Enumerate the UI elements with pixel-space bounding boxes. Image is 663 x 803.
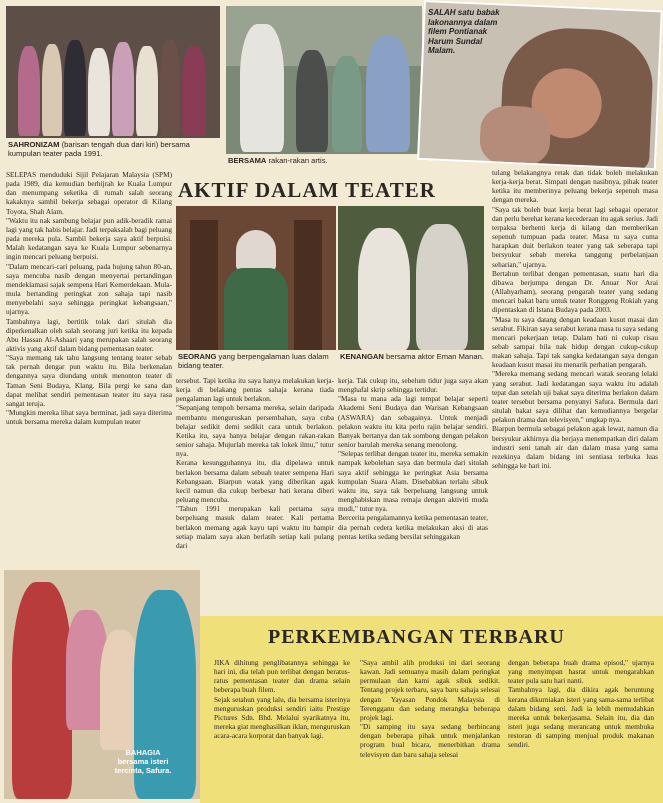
article-column-4: tulang belakangnya retak dan tidak boleh melakukan kerja-kerja berat. Simpati dengan nasibnya, pihak teater ketika itu memberinya peluang bekerja sepenuh masa dengan mereka. "Saya tak boleh buat kerja berat lagi sebagai operator dan perlu berehat kerana kecederaan itu agak serius. Jadi terpaksa berhenti kerja di kilang dan memberikan sepenuh tumpuan pada teater. Masa tu saya cuma harapkan duit berlakon teater yang tak seberapa tapi bersyukur sebab mereka tanggung perbelanjaan seharian," ujarnya. Bertahun terlibat dengan pementasan, suatu hari dia dibawa berjumpa dengan Dr. Anuar Nor Arai (Allahyarham), seorang pengarah teater yang sedang mencari bakat baru untuk teater Ronggeng Rokiah yang dipentaskan di Istana Budaya pada 2003. "Masa tu saya datang dengan keadaan kusut masai dan serabut. Fikiran saya serabut kerana masa tu saya sedang mencari pekerjaan tetap. Dalam hati ni cukup risau sebab sampai bila nak hidup dengan cukup-cukup makan sahaja. Tapi tak sangka kedatangan saya dengan keadaan kusut masai itu menarik perhatian pengarah. "Mereka memang sedang mencari watak seorang lelaki yang serabut. Jadi kedatangan saya waktu itu adalah tepat dan setelah uji bakat saya diterima berlakon dalam teater tersebut bersama penyanyi Safura. Bermula dari situlah bakat saya dilihat dan kemudiannya bergelar pelakon drama dan televisyen," ungkap nya. Biarpun bermula sebagai pelakon agak lewat, namun dia bersyukur akhirnya dia berjaya menempatkan diri dalam industri seni tanah air dan dalam masa yang sama rezekinya dalam bidang ini sentiasa terbuka luas sehingga ke hari ini.	[492, 168, 658, 470]
photo-costume-portrait	[176, 206, 336, 350]
caption-artist-friends: BERSAMA rakan-rakan artis.	[228, 156, 328, 165]
heading-perkembangan-terbaru: PERKEMBANGAN TERBARU	[268, 626, 565, 648]
photo-with-eman-manan	[338, 206, 484, 350]
section-perkembangan-terbaru	[200, 616, 663, 803]
perkembangan-column-2: "Saya ambil alih produksi ini dari seorang kawan. Jadi semuanya masih dalam peringkat permulaan dan kami agak sibuk sedikit. Tentang projek terbaru, saya baru sahaja selesai dengan Yayasan Pondok Malaysia di Terengganu dan sedang merangka beberapa projek lagi. "Di samping itu saya sedang berbincang dengan beberapa pihak untuk menjalankan program bual bicara, menerbitkan drama televisyen dan baru sahaja selesai	[360, 658, 500, 759]
perkembangan-column-3: dengan beberapa buah drama episod," ujarnya yang menyimpan hasrat untuk mengarahkan teater pula satu hari nanti. Tambahnya lagi, dia dikira agak beruntung kerana dikurniakan isteri yang sama-sama terlibat dalam bidang seni. Jadi ia lebih memudahkan mereka untuk bekerjasama. Selain itu, dia dan isteri juga sedang merancang untuk membuka restoran di samping menjual produk makanan sendiri.	[508, 658, 654, 750]
perkembangan-column-1: JIKA dihitung penglibatannya sehingga ke hari ini, dia telah pun terlibat dengan beratus-ratus pementasan teater dan drama selain beberapa buah filem. Sejak setahun yang lalu, dia bersama isterinya menguruskan produksi sendiri iaitu Prestige Pictures Sdn. Bhd. Melalui syarikatnya itu, mereka giat menghasilkan iklan, menguruskan acara-acara korporat dan banyak lagi.	[214, 658, 350, 741]
caption-with-wife-safura: BAHAGIA bersama isteri tercinta, Safura.	[114, 748, 172, 775]
caption-costume-portrait: SEORANG yang berpengalaman luas dalam bidang teater.	[178, 352, 329, 370]
article-column-3: kerja. Tak cukup itu, sebelum tidur juga saya akan menghafal skrip sehingga tertidur. "Masa tu mana ada lagi tempat belajar seperti Akademi Seni Budaya dan Warisan Kebangsaan (ASWARA) dan sebagainya. Untuk menjadi pelakon waktu itu kita perlu rajin belajar sendiri. Banyak bertanya dan tak sombong dengan pelakon senior barulah mereka senang menolong. "Selepas terlibat dengan teater itu, mereka semakin nampak kebolehan saya dan bermula dari situlah saya aktif sehingga ke peringkat Asia bersama kumpulan Suara Alam. Disebabkan terlalu sibuk waktu itu, saya tak berpeluang langsung untuk menghabiskan masa remaja dengan aktiviti muda mudi," tutur nya. Bercerita pengalamannya ketika pementasan teater, dia pernah cedera ketika melakukan aksi di atas pentas ketika sedang bersilat sehinggakan	[338, 376, 488, 541]
photo-theatre-group-1991	[6, 6, 220, 138]
caption-theatre-group: SAHRONIZAM (barisan tengah dua dari kiri) bersama kumpulan teater pada 1991.	[8, 140, 190, 158]
caption-film-scene: SALAH satu babak lakonannya dalam filem Pontianak Harum Sundal Malam.	[428, 8, 500, 55]
article-column-2: tersebut. Tapi ketika itu saya hanya melakukan kerja-kerja di belakang pentas sahaja kerana tiada pengalaman lagi untuk berlakon. "Sepanjang tempoh bersama mereka, selain daripada membantu menguruskan persembahan, saya cuba belajar sedikit demi sedikit cara untuk berlakon. Ketika itu, saya hanya belajar dengan rakan-rakan senior sahaja. Mujurlah mereka tak lokek ilmu," tutur nya. Kerana kesungguhannya itu, dia dipelawa untuk berlakon bersama dalam sebuah teater sempena Hari Kebangsaan. Biarpun watak yang diberikan agak kecil namun dia cukup berbesar hati kerana diberi peluang mencuba. "Tahun 1991 merupakan kali pertama saya berpeluang masuk dalam teater. Kali pertama berlakon memang agak kayu tapi waktu itu hampir setiap malam saya akan berlatih setiap kali pulang dari	[176, 376, 334, 550]
photo-artist-friends	[226, 6, 422, 154]
heading-aktif-dalam-teater: AKTIF DALAM TEATER	[178, 178, 436, 202]
article-column-1: SELEPAS menduduki Sijil Pelajaran Malaysia (SPM) pada 1989, dia kemudian berhijrah ke Kuala Lumpur dan menumpang seketika di rumah salah seorang kakaknya sambil bekerja sebagai operator di Kilang Toyota, Shah Alam. "Waktu itu nak sambung belajar pun adik-beradik ramai lagi yang tak habis belajar. Jadi terpaksalah bagi peluang pada mereka pula. Sambil bekerja saya aktif berpuisi. Malah kedatangan saya ke Kuala Lumpur sebenarnya ingin mencari peluang berpuisi. "Dalam mencari-cari peluang, pada hujung tahun 80-an, saya mencuba nasib dengan menyertai pertandingan mendeklamasi sajak sempena Hari Kemerdekaan. Mula-mula bertanding peringkat zon sahaja tapi nasib menyebelahi saya sehingga peringkat kebangsaan," ujarnya. Tambahnya lagi, bertitik tolak dari situlah dia diperkenalkan oleh salah seorang juri ketika itu kepada Abu Hassan Al-Ashaari yang merupakan salah seorang aktivis yang aktif dalam bidang pementasan teater. "Saya memang tak tahu langsung tentang teater sebab tak pernah dengar pun waktu itu. Bila berkenalan dengannya saya diundang untuk menonton teater di Taman Seni Budaya, Klang. Bila pergi ke sana dan dapat melihat sendiri pementasan teater itu saya rasa sangat teruja. "Mungkin mereka lihat saya berminat, jadi saya diterima untuk bersama mereka dalam kumpulan teater	[6, 170, 172, 427]
caption-with-eman-manan: KENANGAN bersama aktor Eman Manan.	[340, 352, 484, 361]
